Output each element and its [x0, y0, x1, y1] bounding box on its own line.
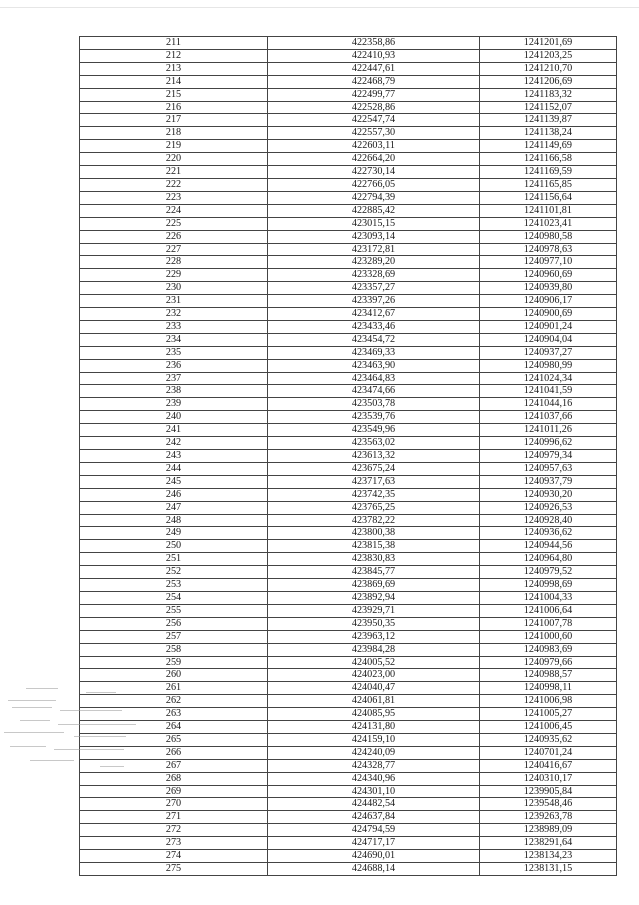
table-row — [80, 604, 617, 617]
y-coordinate-cell: 1240980,99 — [480, 359, 617, 372]
point-number-cell: 220 — [80, 153, 268, 166]
table-row — [80, 385, 617, 398]
y-coordinate-cell: 1240979,52 — [480, 566, 617, 579]
point-number-cell: 240 — [80, 411, 268, 424]
point-number-cell: 244 — [80, 462, 268, 475]
table-row — [80, 540, 617, 553]
table-row — [80, 398, 617, 411]
table-row — [80, 62, 617, 75]
x-coordinate-cell: 423675,24 — [268, 462, 480, 475]
y-coordinate-cell: 1240983,69 — [480, 643, 617, 656]
point-number-cell: 225 — [80, 217, 268, 230]
y-coordinate-cell: 1240701,24 — [480, 746, 617, 759]
y-coordinate-cell: 1241139,87 — [480, 114, 617, 127]
point-number-cell: 267 — [80, 759, 268, 772]
table-row — [80, 153, 617, 166]
y-coordinate-cell: 1241138,24 — [480, 127, 617, 140]
x-coordinate-cell: 423717,63 — [268, 475, 480, 488]
x-coordinate-cell: 423469,33 — [268, 346, 480, 359]
x-coordinate-cell: 422410,93 — [268, 49, 480, 62]
y-coordinate-cell: 1241166,58 — [480, 153, 617, 166]
x-coordinate-cell: 424023,00 — [268, 669, 480, 682]
y-coordinate-cell: 1241210,70 — [480, 62, 617, 75]
x-coordinate-cell: 423984,28 — [268, 643, 480, 656]
table-row — [80, 230, 617, 243]
point-number-cell: 260 — [80, 669, 268, 682]
table-row — [80, 295, 617, 308]
x-coordinate-cell: 423454,72 — [268, 333, 480, 346]
point-number-cell: 239 — [80, 398, 268, 411]
x-coordinate-cell: 423742,35 — [268, 488, 480, 501]
x-coordinate-cell: 423563,02 — [268, 437, 480, 450]
point-number-cell: 223 — [80, 191, 268, 204]
table-row — [80, 204, 617, 217]
point-number-cell: 213 — [80, 62, 268, 75]
y-coordinate-cell: 1241006,45 — [480, 721, 617, 734]
point-number-cell: 250 — [80, 540, 268, 553]
y-coordinate-cell: 1240937,27 — [480, 346, 617, 359]
x-coordinate-cell: 423357,27 — [268, 282, 480, 295]
x-coordinate-cell: 424690,01 — [268, 850, 480, 863]
x-coordinate-cell: 423093,14 — [268, 230, 480, 243]
x-coordinate-cell: 424131,80 — [268, 721, 480, 734]
point-number-cell: 272 — [80, 824, 268, 837]
table-row — [80, 243, 617, 256]
table-row — [80, 798, 617, 811]
point-number-cell: 271 — [80, 811, 268, 824]
y-coordinate-cell: 1240998,69 — [480, 579, 617, 592]
point-number-cell: 245 — [80, 475, 268, 488]
table-row — [80, 501, 617, 514]
y-coordinate-cell: 1239263,78 — [480, 811, 617, 824]
table-row — [80, 127, 617, 140]
point-number-cell: 265 — [80, 733, 268, 746]
y-coordinate-cell: 1238134,23 — [480, 850, 617, 863]
y-coordinate-cell: 1240979,34 — [480, 450, 617, 463]
y-coordinate-cell: 1241183,32 — [480, 88, 617, 101]
table-row — [80, 140, 617, 153]
table-row — [80, 837, 617, 850]
y-coordinate-cell: 1240904,04 — [480, 333, 617, 346]
table-row — [80, 824, 617, 837]
table-row — [80, 643, 617, 656]
point-number-cell: 268 — [80, 772, 268, 785]
point-number-cell: 242 — [80, 437, 268, 450]
table-row — [80, 450, 617, 463]
table-row — [80, 437, 617, 450]
table-row — [80, 308, 617, 321]
x-coordinate-cell: 422766,05 — [268, 178, 480, 191]
y-coordinate-cell: 1241004,33 — [480, 591, 617, 604]
table-row — [80, 682, 617, 695]
x-coordinate-cell: 423950,35 — [268, 617, 480, 630]
table-row — [80, 282, 617, 295]
table-row — [80, 49, 617, 62]
point-number-cell: 270 — [80, 798, 268, 811]
point-number-cell: 224 — [80, 204, 268, 217]
point-number-cell: 215 — [80, 88, 268, 101]
point-number-cell: 231 — [80, 295, 268, 308]
x-coordinate-cell: 423433,46 — [268, 320, 480, 333]
table-row — [80, 708, 617, 721]
y-coordinate-cell: 1240310,17 — [480, 772, 617, 785]
point-number-cell: 256 — [80, 617, 268, 630]
table-row — [80, 514, 617, 527]
table-row — [80, 411, 617, 424]
y-coordinate-cell: 1241165,85 — [480, 178, 617, 191]
x-coordinate-cell: 423397,26 — [268, 295, 480, 308]
table-row — [80, 579, 617, 592]
x-coordinate-cell: 423289,20 — [268, 256, 480, 269]
x-coordinate-cell: 422358,86 — [268, 37, 480, 50]
y-coordinate-cell: 1240928,40 — [480, 514, 617, 527]
table-row — [80, 372, 617, 385]
point-number-cell: 228 — [80, 256, 268, 269]
table-row — [80, 269, 617, 282]
table-row — [80, 759, 617, 772]
coordinates-table — [79, 36, 617, 876]
table-row — [80, 346, 617, 359]
table-row — [80, 166, 617, 179]
point-number-cell: 248 — [80, 514, 268, 527]
table-row — [80, 37, 617, 50]
point-number-cell: 229 — [80, 269, 268, 282]
x-coordinate-cell: 424005,52 — [268, 656, 480, 669]
point-number-cell: 236 — [80, 359, 268, 372]
y-coordinate-cell: 1240906,17 — [480, 295, 617, 308]
y-coordinate-cell: 1240977,10 — [480, 256, 617, 269]
y-coordinate-cell: 1240957,63 — [480, 462, 617, 475]
point-number-cell: 222 — [80, 178, 268, 191]
y-coordinate-cell: 1238131,15 — [480, 863, 617, 876]
x-coordinate-cell: 423539,76 — [268, 411, 480, 424]
y-coordinate-cell: 1241206,69 — [480, 75, 617, 88]
y-coordinate-cell: 1240930,20 — [480, 488, 617, 501]
point-number-cell: 258 — [80, 643, 268, 656]
table-row — [80, 746, 617, 759]
y-coordinate-cell: 1240900,69 — [480, 308, 617, 321]
table-row — [80, 527, 617, 540]
table-row — [80, 721, 617, 734]
x-coordinate-cell: 423172,81 — [268, 243, 480, 256]
y-coordinate-cell: 1240939,80 — [480, 282, 617, 295]
point-number-cell: 247 — [80, 501, 268, 514]
point-number-cell: 257 — [80, 630, 268, 643]
y-coordinate-cell: 1240964,80 — [480, 553, 617, 566]
y-coordinate-cell: 1241201,69 — [480, 37, 617, 50]
point-number-cell: 259 — [80, 656, 268, 669]
page-top-edge — [0, 7, 639, 8]
table-row — [80, 217, 617, 230]
x-coordinate-cell: 424717,17 — [268, 837, 480, 850]
x-coordinate-cell: 422603,11 — [268, 140, 480, 153]
point-number-cell: 227 — [80, 243, 268, 256]
point-number-cell: 253 — [80, 579, 268, 592]
table-row — [80, 566, 617, 579]
y-coordinate-cell: 1241152,07 — [480, 101, 617, 114]
y-coordinate-cell: 1240935,62 — [480, 733, 617, 746]
y-coordinate-cell: 1240944,56 — [480, 540, 617, 553]
table-row — [80, 850, 617, 863]
y-coordinate-cell: 1240937,79 — [480, 475, 617, 488]
table-row — [80, 462, 617, 475]
x-coordinate-cell: 422468,79 — [268, 75, 480, 88]
x-coordinate-cell: 424061,81 — [268, 695, 480, 708]
x-coordinate-cell: 423412,67 — [268, 308, 480, 321]
x-coordinate-cell: 424637,84 — [268, 811, 480, 824]
point-number-cell: 218 — [80, 127, 268, 140]
point-number-cell: 230 — [80, 282, 268, 295]
point-number-cell: 252 — [80, 566, 268, 579]
point-number-cell: 237 — [80, 372, 268, 385]
point-number-cell: 255 — [80, 604, 268, 617]
x-coordinate-cell: 424159,10 — [268, 733, 480, 746]
y-coordinate-cell: 1240998,11 — [480, 682, 617, 695]
y-coordinate-cell: 1240978,63 — [480, 243, 617, 256]
x-coordinate-cell: 423613,32 — [268, 450, 480, 463]
y-coordinate-cell: 1241006,64 — [480, 604, 617, 617]
table-row — [80, 785, 617, 798]
x-coordinate-cell: 423328,69 — [268, 269, 480, 282]
x-coordinate-cell: 422664,20 — [268, 153, 480, 166]
x-coordinate-cell: 423929,71 — [268, 604, 480, 617]
x-coordinate-cell: 423830,83 — [268, 553, 480, 566]
point-number-cell: 251 — [80, 553, 268, 566]
table-row — [80, 75, 617, 88]
y-coordinate-cell: 1241005,27 — [480, 708, 617, 721]
table-row — [80, 863, 617, 876]
x-coordinate-cell: 422885,42 — [268, 204, 480, 217]
point-number-cell: 221 — [80, 166, 268, 179]
point-number-cell: 216 — [80, 101, 268, 114]
table-row — [80, 320, 617, 333]
x-coordinate-cell: 423800,38 — [268, 527, 480, 540]
table-row — [80, 591, 617, 604]
y-coordinate-cell: 1241037,66 — [480, 411, 617, 424]
table-row — [80, 617, 617, 630]
point-number-cell: 273 — [80, 837, 268, 850]
x-coordinate-cell: 423869,69 — [268, 579, 480, 592]
table-row — [80, 88, 617, 101]
y-coordinate-cell: 1240979,66 — [480, 656, 617, 669]
x-coordinate-cell: 423474,66 — [268, 385, 480, 398]
x-coordinate-cell: 424688,14 — [268, 863, 480, 876]
x-coordinate-cell: 423015,15 — [268, 217, 480, 230]
point-number-cell: 241 — [80, 424, 268, 437]
table-row — [80, 333, 617, 346]
x-coordinate-cell: 424301,10 — [268, 785, 480, 798]
point-number-cell: 275 — [80, 863, 268, 876]
x-coordinate-cell: 423892,94 — [268, 591, 480, 604]
y-coordinate-cell: 1239905,84 — [480, 785, 617, 798]
x-coordinate-cell: 423464,83 — [268, 372, 480, 385]
table-row — [80, 695, 617, 708]
table-row — [80, 178, 617, 191]
point-number-cell: 274 — [80, 850, 268, 863]
table-row — [80, 772, 617, 785]
x-coordinate-cell: 422557,30 — [268, 127, 480, 140]
table-row — [80, 811, 617, 824]
table-row — [80, 101, 617, 114]
table-row — [80, 114, 617, 127]
point-number-cell: 249 — [80, 527, 268, 540]
x-coordinate-cell: 423782,22 — [268, 514, 480, 527]
point-number-cell: 243 — [80, 450, 268, 463]
y-coordinate-cell: 1241203,25 — [480, 49, 617, 62]
y-coordinate-cell: 1241024,34 — [480, 372, 617, 385]
y-coordinate-cell: 1240416,67 — [480, 759, 617, 772]
y-coordinate-cell: 1240960,69 — [480, 269, 617, 282]
x-coordinate-cell: 423765,25 — [268, 501, 480, 514]
point-number-cell: 233 — [80, 320, 268, 333]
point-number-cell: 246 — [80, 488, 268, 501]
table-row — [80, 475, 617, 488]
x-coordinate-cell: 423463,90 — [268, 359, 480, 372]
point-number-cell: 234 — [80, 333, 268, 346]
y-coordinate-cell: 1239548,46 — [480, 798, 617, 811]
y-coordinate-cell: 1238291,64 — [480, 837, 617, 850]
y-coordinate-cell: 1241007,78 — [480, 617, 617, 630]
point-number-cell: 235 — [80, 346, 268, 359]
y-coordinate-cell: 1240901,24 — [480, 320, 617, 333]
y-coordinate-cell: 1240936,62 — [480, 527, 617, 540]
table-row — [80, 656, 617, 669]
y-coordinate-cell: 1241156,64 — [480, 191, 617, 204]
point-number-cell: 238 — [80, 385, 268, 398]
y-coordinate-cell: 1241011,26 — [480, 424, 617, 437]
y-coordinate-cell: 1241044,16 — [480, 398, 617, 411]
y-coordinate-cell: 1240980,58 — [480, 230, 617, 243]
point-number-cell: 211 — [80, 37, 268, 50]
x-coordinate-cell: 424482,54 — [268, 798, 480, 811]
x-coordinate-cell: 422730,14 — [268, 166, 480, 179]
y-coordinate-cell: 1241006,98 — [480, 695, 617, 708]
point-number-cell: 269 — [80, 785, 268, 798]
point-number-cell: 232 — [80, 308, 268, 321]
table-row — [80, 630, 617, 643]
x-coordinate-cell: 424240,09 — [268, 746, 480, 759]
table-row — [80, 669, 617, 682]
y-coordinate-cell: 1241023,41 — [480, 217, 617, 230]
x-coordinate-cell: 422528,86 — [268, 101, 480, 114]
y-coordinate-cell: 1240926,53 — [480, 501, 617, 514]
point-number-cell: 254 — [80, 591, 268, 604]
y-coordinate-cell: 1241169,59 — [480, 166, 617, 179]
x-coordinate-cell: 424340,96 — [268, 772, 480, 785]
y-coordinate-cell: 1241041,59 — [480, 385, 617, 398]
x-coordinate-cell: 423815,38 — [268, 540, 480, 553]
table-row — [80, 733, 617, 746]
table-row — [80, 191, 617, 204]
point-number-cell: 266 — [80, 746, 268, 759]
point-number-cell: 219 — [80, 140, 268, 153]
x-coordinate-cell: 423549,96 — [268, 424, 480, 437]
point-number-cell: 262 — [80, 695, 268, 708]
table-row — [80, 424, 617, 437]
point-number-cell: 212 — [80, 49, 268, 62]
x-coordinate-cell: 423845,77 — [268, 566, 480, 579]
y-coordinate-cell: 1241149,69 — [480, 140, 617, 153]
coordinates-table-body — [80, 37, 617, 876]
x-coordinate-cell: 422499,77 — [268, 88, 480, 101]
x-coordinate-cell: 423503,78 — [268, 398, 480, 411]
x-coordinate-cell: 422447,61 — [268, 62, 480, 75]
point-number-cell: 263 — [80, 708, 268, 721]
x-coordinate-cell: 424794,59 — [268, 824, 480, 837]
table-row — [80, 553, 617, 566]
point-number-cell: 261 — [80, 682, 268, 695]
y-coordinate-cell: 1240988,57 — [480, 669, 617, 682]
point-number-cell: 264 — [80, 721, 268, 734]
table-row — [80, 359, 617, 372]
y-coordinate-cell: 1240996,62 — [480, 437, 617, 450]
point-number-cell: 217 — [80, 114, 268, 127]
x-coordinate-cell: 422547,74 — [268, 114, 480, 127]
y-coordinate-cell: 1241101,81 — [480, 204, 617, 217]
x-coordinate-cell: 422794,39 — [268, 191, 480, 204]
y-coordinate-cell: 1241000,60 — [480, 630, 617, 643]
x-coordinate-cell: 424040,47 — [268, 682, 480, 695]
y-coordinate-cell: 1238989,09 — [480, 824, 617, 837]
table-row — [80, 488, 617, 501]
point-number-cell: 226 — [80, 230, 268, 243]
point-number-cell: 214 — [80, 75, 268, 88]
table-row — [80, 256, 617, 269]
x-coordinate-cell: 424328,77 — [268, 759, 480, 772]
x-coordinate-cell: 424085,95 — [268, 708, 480, 721]
scan-bleed-through — [0, 686, 150, 796]
x-coordinate-cell: 423963,12 — [268, 630, 480, 643]
